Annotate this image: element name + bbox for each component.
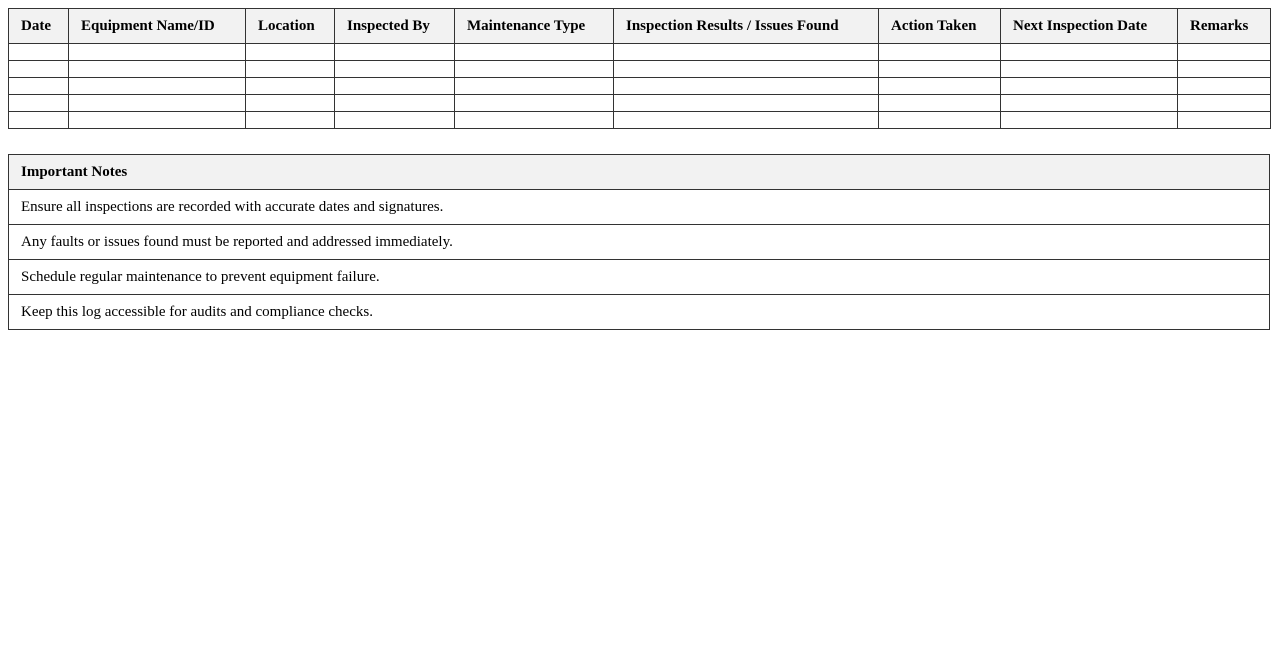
- table-cell[interactable]: [1001, 112, 1178, 129]
- column-header-maintenance-type: Maintenance Type: [455, 9, 614, 44]
- column-header-inspected-by: Inspected By: [335, 9, 455, 44]
- table-cell[interactable]: [879, 112, 1001, 129]
- table-cell[interactable]: [455, 61, 614, 78]
- note-item: Any faults or issues found must be reported and addressed immediately.: [9, 225, 1270, 260]
- table-cell[interactable]: [614, 44, 879, 61]
- notes-title: Important Notes: [9, 155, 1270, 190]
- table-row: [9, 78, 1271, 95]
- table-cell[interactable]: [335, 78, 455, 95]
- table-cell[interactable]: [455, 44, 614, 61]
- column-header-remarks: Remarks: [1178, 9, 1271, 44]
- table-cell[interactable]: [879, 44, 1001, 61]
- table-header-row: [9, 9, 1271, 44]
- table-cell[interactable]: [9, 95, 69, 112]
- page: [8, 8, 1270, 330]
- table-cell[interactable]: [69, 95, 246, 112]
- table-cell[interactable]: [1001, 95, 1178, 112]
- table-row: [9, 44, 1271, 61]
- table-cell[interactable]: [335, 61, 455, 78]
- table-cell[interactable]: [246, 61, 335, 78]
- table-cell[interactable]: [1001, 44, 1178, 61]
- column-header-location: Location: [246, 9, 335, 44]
- table-cell[interactable]: [1178, 61, 1271, 78]
- table-cell[interactable]: [614, 112, 879, 129]
- column-header-equipment-name-id: Equipment Name/ID: [69, 9, 246, 44]
- column-header-date: Date: [9, 9, 69, 44]
- table-cell[interactable]: [69, 112, 246, 129]
- column-header-action-taken: Action Taken: [879, 9, 1001, 44]
- table-cell[interactable]: [69, 78, 246, 95]
- table-cell[interactable]: [335, 44, 455, 61]
- table-cell[interactable]: [246, 78, 335, 95]
- table-cell[interactable]: [455, 112, 614, 129]
- table-cell[interactable]: [9, 112, 69, 129]
- table-cell[interactable]: [246, 44, 335, 61]
- note-item: Ensure all inspections are recorded with accurate dates and signatures.: [9, 190, 1270, 225]
- table-cell[interactable]: [9, 44, 69, 61]
- important-notes-table: [8, 154, 1270, 330]
- table-cell[interactable]: [614, 61, 879, 78]
- table-cell[interactable]: [455, 95, 614, 112]
- table-row: [9, 61, 1271, 78]
- table-cell[interactable]: [455, 78, 614, 95]
- note-item: Keep this log accessible for audits and compliance checks.: [9, 295, 1270, 330]
- table-cell[interactable]: [1178, 44, 1271, 61]
- table-cell[interactable]: [69, 44, 246, 61]
- table-cell[interactable]: [246, 95, 335, 112]
- table-cell[interactable]: [1178, 95, 1271, 112]
- note-item: Schedule regular maintenance to prevent equipment failure.: [9, 260, 1270, 295]
- column-header-next-inspection-date: Next Inspection Date: [1001, 9, 1178, 44]
- table-cell[interactable]: [9, 78, 69, 95]
- table-cell[interactable]: [1001, 61, 1178, 78]
- table-cell[interactable]: [69, 61, 246, 78]
- table-cell[interactable]: [614, 78, 879, 95]
- note-row: [9, 225, 1270, 260]
- table-row: [9, 112, 1271, 129]
- table-cell[interactable]: [335, 112, 455, 129]
- note-row: [9, 295, 1270, 330]
- table-cell[interactable]: [879, 61, 1001, 78]
- note-row: [9, 260, 1270, 295]
- table-cell[interactable]: [246, 112, 335, 129]
- table-cell[interactable]: [879, 78, 1001, 95]
- table-cell[interactable]: [1178, 112, 1271, 129]
- table-cell[interactable]: [879, 95, 1001, 112]
- inspection-log-table: [8, 8, 1271, 129]
- note-row: [9, 190, 1270, 225]
- table-cell[interactable]: [335, 95, 455, 112]
- table-cell[interactable]: [9, 61, 69, 78]
- table-row: [9, 95, 1271, 112]
- column-header-inspection-results: Inspection Results / Issues Found: [614, 9, 879, 44]
- notes-header-row: [9, 155, 1270, 190]
- table-cell[interactable]: [1001, 78, 1178, 95]
- table-cell[interactable]: [1178, 78, 1271, 95]
- table-cell[interactable]: [614, 95, 879, 112]
